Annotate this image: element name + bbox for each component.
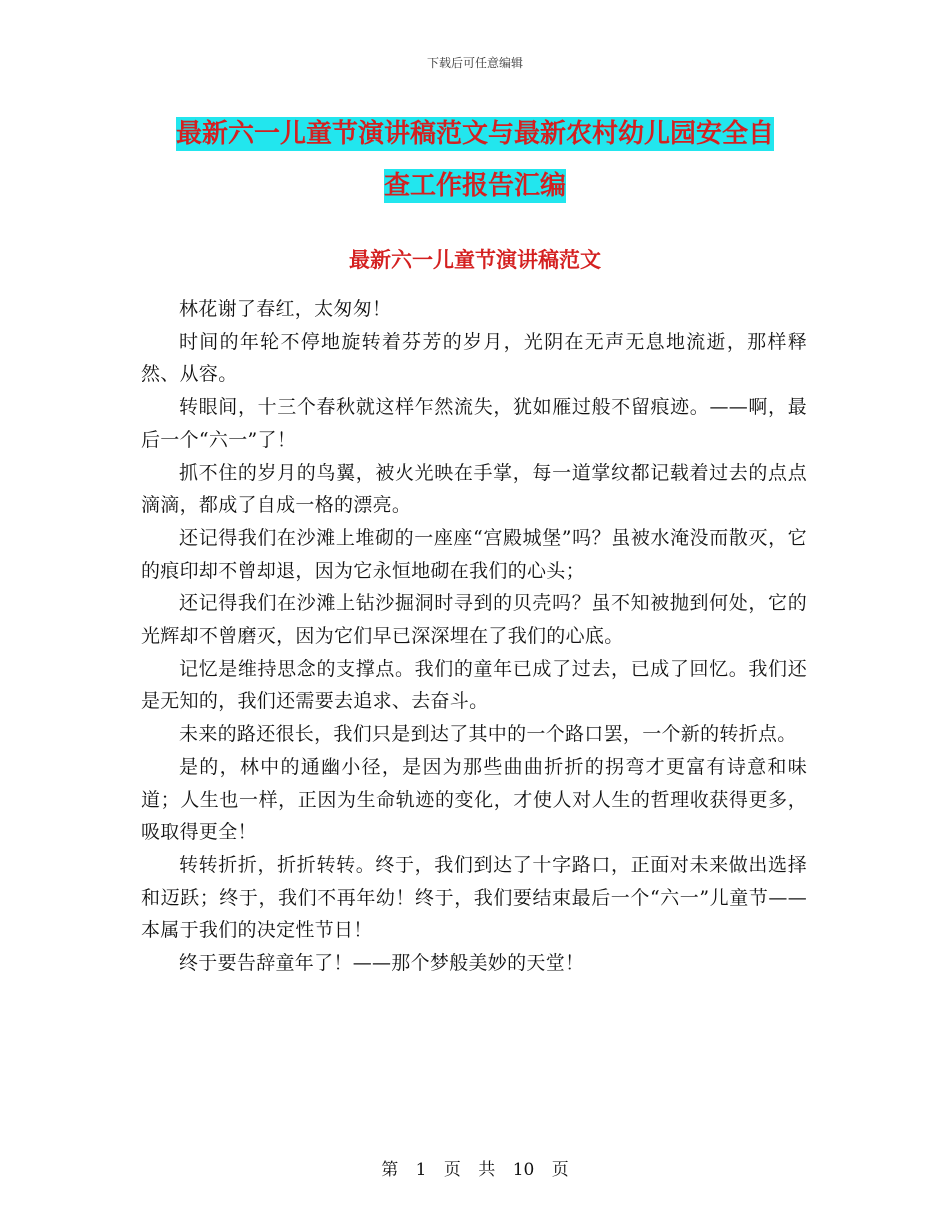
page-total: 10	[512, 1160, 535, 1180]
paragraph: 抓不住的岁月的鸟翼，被火光映在手掌，每一道掌纹都记载着过去的点点滴滴，都成了自成一格的漂亮。	[141, 461, 807, 517]
page-suffix: 页	[551, 1160, 569, 1180]
paragraph: 未来的路还很长，我们只是到达了其中的一个路口罢，一个新的转折点。	[179, 723, 797, 746]
document-body	[141, 293, 807, 980]
paragraph: 是的，林中的通幽小径，是因为那些曲曲折折的拐弯才更富有诗意和味道；人生也一样，正因为生命轨迹的变化，才使人对人生的哲理收获得更多，吸取得更全！	[141, 755, 807, 844]
document-title	[140, 108, 810, 212]
paragraph: 转转折折，折折转转。终于，我们到达了十字路口，正面对未来做出选择和迈跃；终于，我们不再年幼！终于，我们要结束最后一个“六一”儿童节——本属于我们的决定性节日！	[141, 853, 807, 942]
page-mid: 页	[443, 1160, 461, 1180]
paragraph: 林花谢了春红，太匆匆！	[179, 298, 392, 320]
paragraph: 还记得我们在沙滩上钻沙掘洞时寻到的贝壳吗？虽不知被抛到何处，它的光辉却不曾磨灭，因为它们早已深深埋在了我们的心底。	[141, 592, 807, 648]
paragraph: 记忆是维持思念的支撑点。我们的童年已成了过去，已成了回忆。我们还是无知的，我们还需要去追求、去奋斗。	[141, 657, 807, 713]
paragraph: 终于要告辞童年了！——那个梦般美妙的天堂！	[179, 952, 585, 975]
document-title-line2: 查工作报告汇编	[383, 171, 566, 201]
paragraph: 时间的年轮不停地旋转着芬芳的岁月，光阴在无声无息地流逝，那样释然、从容。	[141, 330, 807, 386]
document-title-line1: 最新六一儿童节演讲稿范文与最新农村幼儿园安全自	[175, 119, 774, 149]
page-footer	[0, 1155, 950, 1180]
page-prefix: 第	[381, 1160, 399, 1180]
page-current: 1	[415, 1160, 427, 1180]
header-note: 下载后可任意编辑	[426, 56, 523, 70]
section-title: 最新六一儿童节演讲稿范文	[349, 248, 601, 272]
paragraph: 还记得我们在沙滩上堆砌的一座座“宫殿城堡”吗？虽被水淹没而散灭，它的痕印却不曾却退，因为它永恒地砌在我们的心头；	[141, 526, 807, 582]
paragraph: 转眼间，十三个春秋就这样乍然流失，犹如雁过般不留痕迹。——啊，最后一个“六一”了！	[141, 396, 807, 451]
page-total-prefix: 共	[478, 1160, 496, 1180]
